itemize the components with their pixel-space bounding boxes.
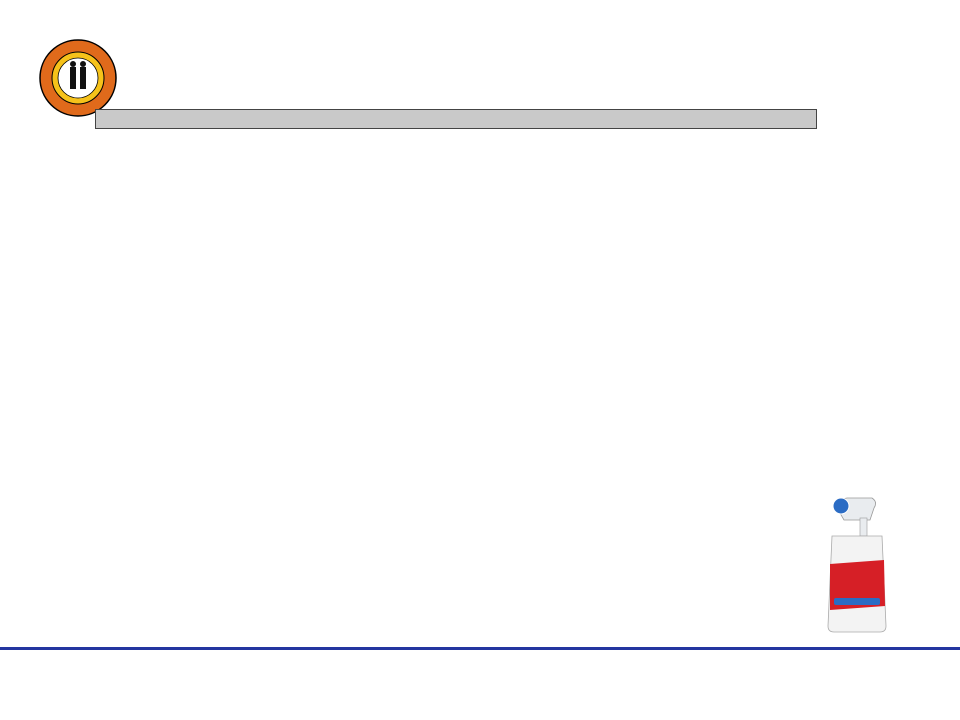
column-header-values	[310, 215, 528, 229]
column-header-remarks	[528, 215, 670, 229]
block-header	[96, 539, 310, 553]
spray-bottle-image	[822, 494, 892, 634]
property-table-header	[96, 215, 670, 229]
section-title	[95, 109, 817, 129]
other-information-block	[96, 539, 310, 553]
oehs-logo	[798, 46, 898, 86]
footer-rule	[0, 647, 960, 650]
physical-chemical-properties-block	[96, 145, 310, 159]
block-header	[96, 145, 310, 159]
seal-logo	[38, 38, 118, 118]
property-table	[96, 215, 670, 229]
column-header-property	[96, 215, 310, 229]
page-indicator	[837, 680, 851, 694]
